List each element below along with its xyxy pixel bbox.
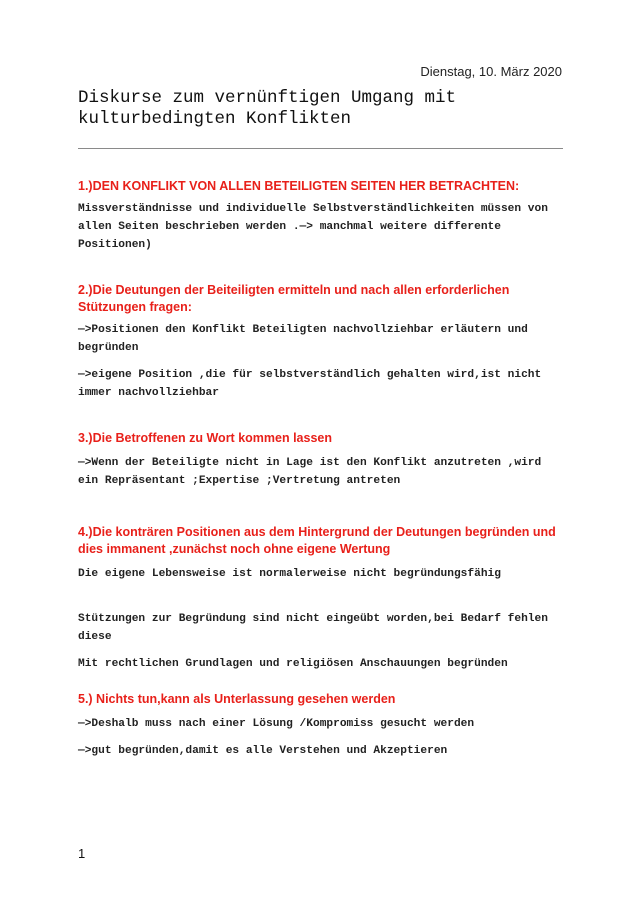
document-title: Diskurse zum vernünftigen Umgang mit kulturbedingten Konflikten [78, 88, 457, 129]
section-1-heading: 1.)DEN KONFLIKT VON ALLEN BETEILIGTEN SEITEN HER BETRACHTEN: [78, 179, 520, 193]
title-divider [78, 148, 563, 149]
document-date: Dienstag, 10. März 2020 [420, 64, 562, 79]
section-4-paragraph-3: Mit rechtlichen Grundlagen und religiösen Anschauungen begründen [78, 658, 508, 670]
section-5-paragraph-1: —>Deshalb muss nach einer Lösung /Kompromiss gesucht werden [78, 718, 475, 730]
section-2-paragraph-2: —>eigene Position ,die für selbstverständlich gehalten wird,ist nicht immer nachvollziehbar [78, 369, 548, 399]
page-number: 1 [78, 846, 86, 861]
section-1-paragraph-1: Missverständnisse und individuelle Selbstverständlichkeiten müssen von allen Seiten beschrieben werden .—> manchmal weitere differente Positionen) [78, 203, 555, 251]
section-3-paragraph-1: —>Wenn der Beteiligte nicht in Lage ist den Konflikt anzutreten ,wird ein Repräsentant ;Expertise ;Vertretung antreten [78, 457, 548, 487]
section-3-heading: 3.)Die Betroffenen zu Wort kommen lassen [78, 431, 332, 445]
section-4-paragraph-1: Die eigene Lebensweise ist normalerweise nicht begründungsfähig [78, 568, 501, 580]
section-5-heading: 5.) Nichts tun,kann als Unterlassung gesehen werden [78, 692, 396, 706]
section-2-heading: 2.)Die Deutungen der Beiteiligten ermitteln und nach allen erforderlichen Stützungen fragen: [78, 283, 510, 314]
section-4-heading: 4.)Die konträren Positionen aus dem Hintergrund der Deutungen begründen und dies immanent ,zunächst noch ohne eigene Wertung [78, 525, 556, 556]
section-5-paragraph-2: —>gut begründen,damit es alle Verstehen und Akzeptieren [78, 745, 448, 757]
section-2-paragraph-1: —>Positionen den Konflikt Beteiligten nachvollziehbar erläutern und begründen [78, 324, 535, 354]
section-4-paragraph-2: Stützungen zur Begründung sind nicht eingeübt worden,bei Bedarf fehlen diese [78, 613, 555, 643]
